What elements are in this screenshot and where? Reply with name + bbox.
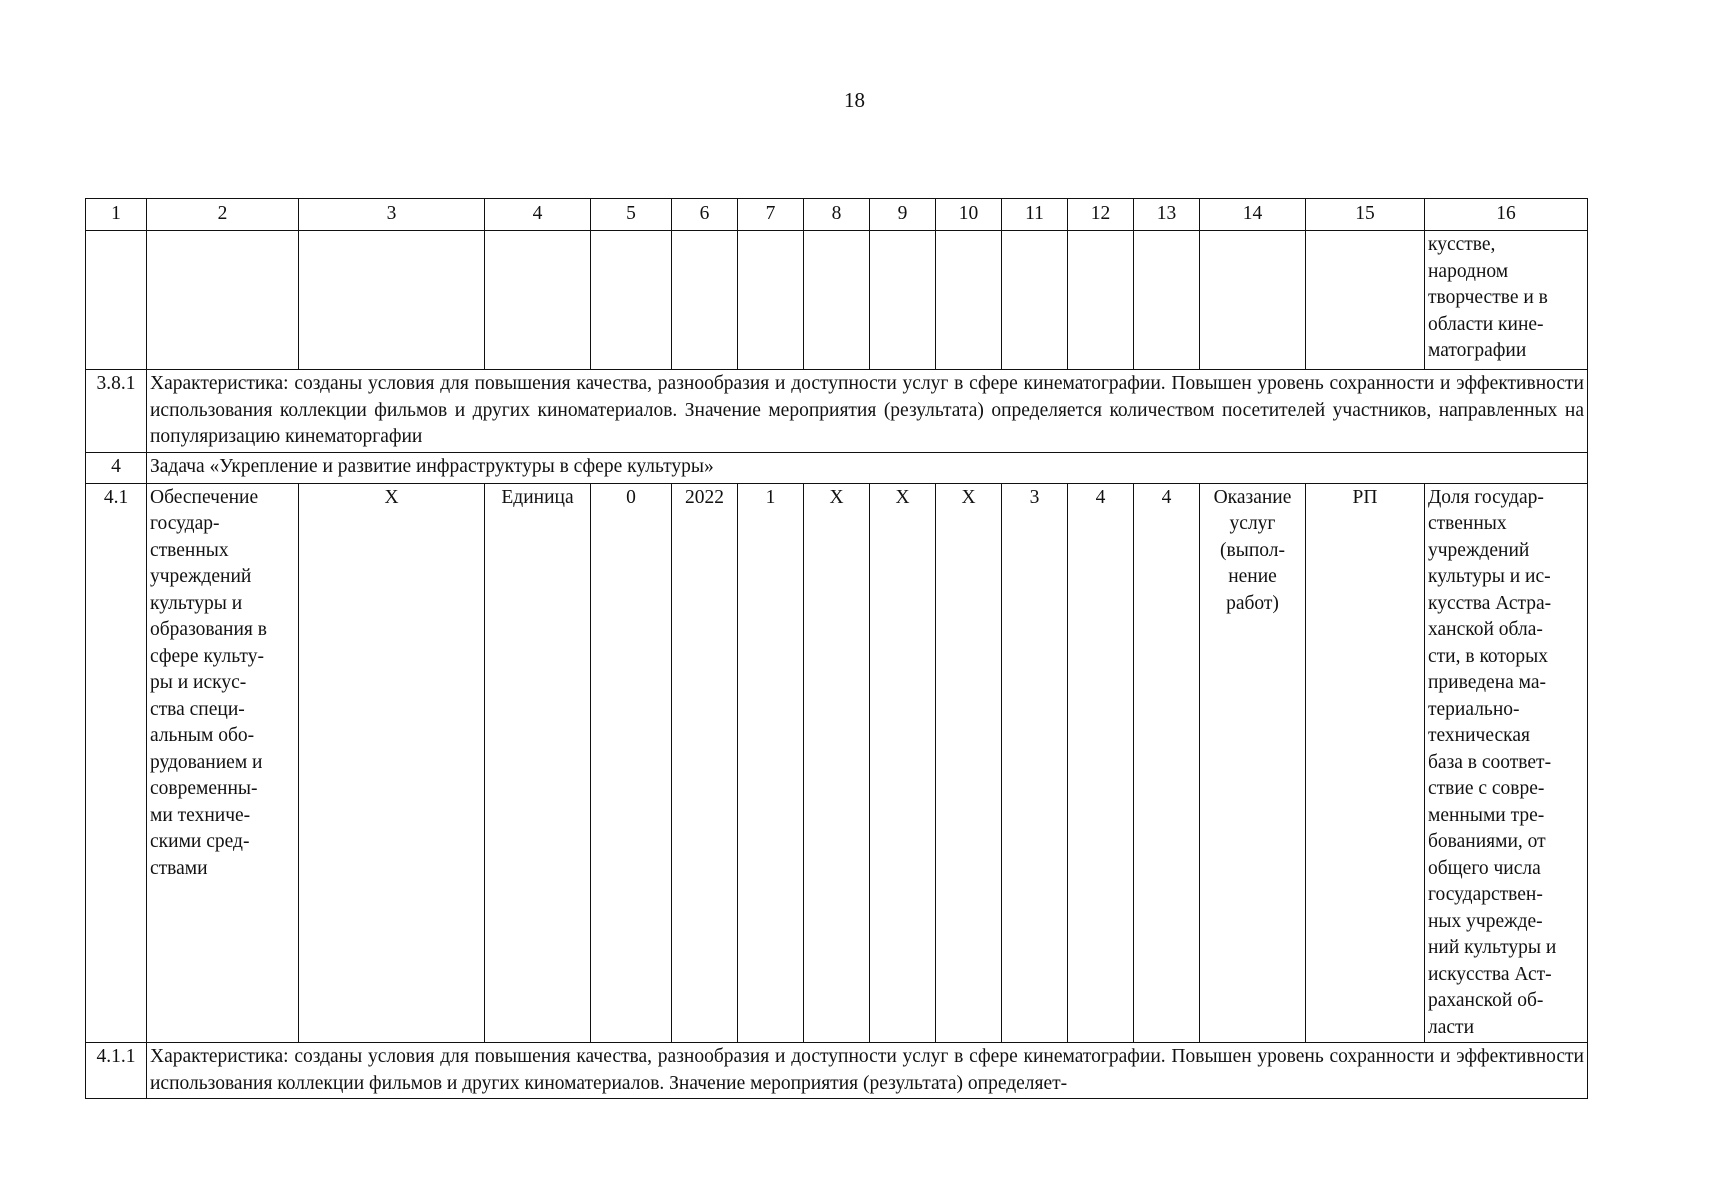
empty-cell — [936, 231, 1002, 370]
header-cell: 7 — [738, 199, 804, 231]
value-cell-col9: Х — [870, 483, 936, 1043]
unit-cell: Единица — [485, 483, 591, 1043]
header-cell: 2 — [147, 199, 299, 231]
measure-cell-col3: Х — [299, 483, 485, 1043]
value-cell-col12: 4 — [1068, 483, 1134, 1043]
empty-cell — [86, 231, 147, 370]
row-number-cell: 3.8.1 — [86, 370, 147, 453]
header-cell: 9 — [870, 199, 936, 231]
value-cell-col13: 4 — [1134, 483, 1200, 1043]
header-cell: 15 — [1306, 199, 1425, 231]
empty-cell — [299, 231, 485, 370]
header-cell: 12 — [1068, 199, 1134, 231]
indicator-cell: Доля государ- ственных учреждений культуры и ис- кусства Астра- ханской обла- сти, в которых приведена ма- териально- техническая база в соответ- ствие с совре- менными тре- бованиями, от общего числа государствен- ных учрежде- ний культуры и искусства Аст- раханской об- ласти — [1425, 483, 1588, 1043]
header-cell: 13 — [1134, 199, 1200, 231]
header-cell: 1 — [86, 199, 147, 231]
empty-cell — [1002, 231, 1068, 370]
header-cell: 3 — [299, 199, 485, 231]
value-cell-col7: 1 — [738, 483, 804, 1043]
empty-cell — [738, 231, 804, 370]
header-cell: 4 — [485, 199, 591, 231]
header-cell: 14 — [1200, 199, 1306, 231]
empty-cell — [672, 231, 738, 370]
base-year-cell: 2022 — [672, 483, 738, 1043]
empty-cell — [1068, 231, 1134, 370]
value-cell-col10: Х — [936, 483, 1002, 1043]
empty-cell — [485, 231, 591, 370]
measure-type-cell: Оказание услуг (выпол- нение работ) — [1200, 483, 1306, 1043]
characteristic-row-3-8-1 — [86, 370, 1588, 453]
measure-name-cell: Обеспечение государ- ственных учреждений культуры и образования в сфере культу- ры и искус- ства специ- альным обо- рудованием и современны- ми техниче- скими сред- ствами — [147, 483, 299, 1043]
row-number-cell: 4.1.1 — [86, 1043, 147, 1099]
row-number-cell: 4 — [86, 452, 147, 483]
page-number: 18 — [844, 88, 865, 112]
empty-cell — [804, 231, 870, 370]
indicator-continuation-cell: кусстве, народном творчестве и в области кине- матографии — [1425, 231, 1588, 370]
empty-cell — [591, 231, 672, 370]
task-title: Задача «Укрепление и развитие инфраструктуры в сфере культуры» — [147, 452, 1588, 483]
column-number-row — [86, 199, 1588, 231]
header-cell: 5 — [591, 199, 672, 231]
empty-cell — [1200, 231, 1306, 370]
header-cell: 10 — [936, 199, 1002, 231]
header-cell: 11 — [1002, 199, 1068, 231]
empty-cell — [1134, 231, 1200, 370]
task-row-4 — [86, 452, 1588, 483]
empty-cell — [1306, 231, 1425, 370]
row-number-cell: 4.1 — [86, 483, 147, 1043]
measure-row-4-1 — [86, 483, 1588, 1043]
header-cell: 8 — [804, 199, 870, 231]
project-type-cell: РП — [1306, 483, 1425, 1043]
empty-cell — [870, 231, 936, 370]
value-cell-col8: Х — [804, 483, 870, 1043]
characteristic-row-4-1-1 — [86, 1043, 1588, 1099]
empty-cell — [147, 231, 299, 370]
characteristic-text: Характеристика: созданы условия для повышения качества, разнообразия и доступности услуг в сфере кинематографии. Повышен уровень сохранности и эффективности использования коллекции фильмов и других киноматериалов. Значение мероприятия (результата) определяет- — [147, 1043, 1588, 1099]
continuation-row — [86, 231, 1588, 370]
header-cell: 6 — [672, 199, 738, 231]
characteristic-text: Характеристика: созданы условия для повышения качества, разнообразия и доступности услуг в сфере кинематографии. Повышен уровень сохранности и эффективности использования коллекции фильмов и других киноматериалов. Значение мероприятия (результата) определяется количеством посетителей участников, направленных на популяризацию кинематоргафии — [147, 370, 1588, 453]
measures-table — [85, 198, 1588, 1099]
value-cell-col11: 3 — [1002, 483, 1068, 1043]
header-cell: 16 — [1425, 199, 1588, 231]
base-value-cell: 0 — [591, 483, 672, 1043]
